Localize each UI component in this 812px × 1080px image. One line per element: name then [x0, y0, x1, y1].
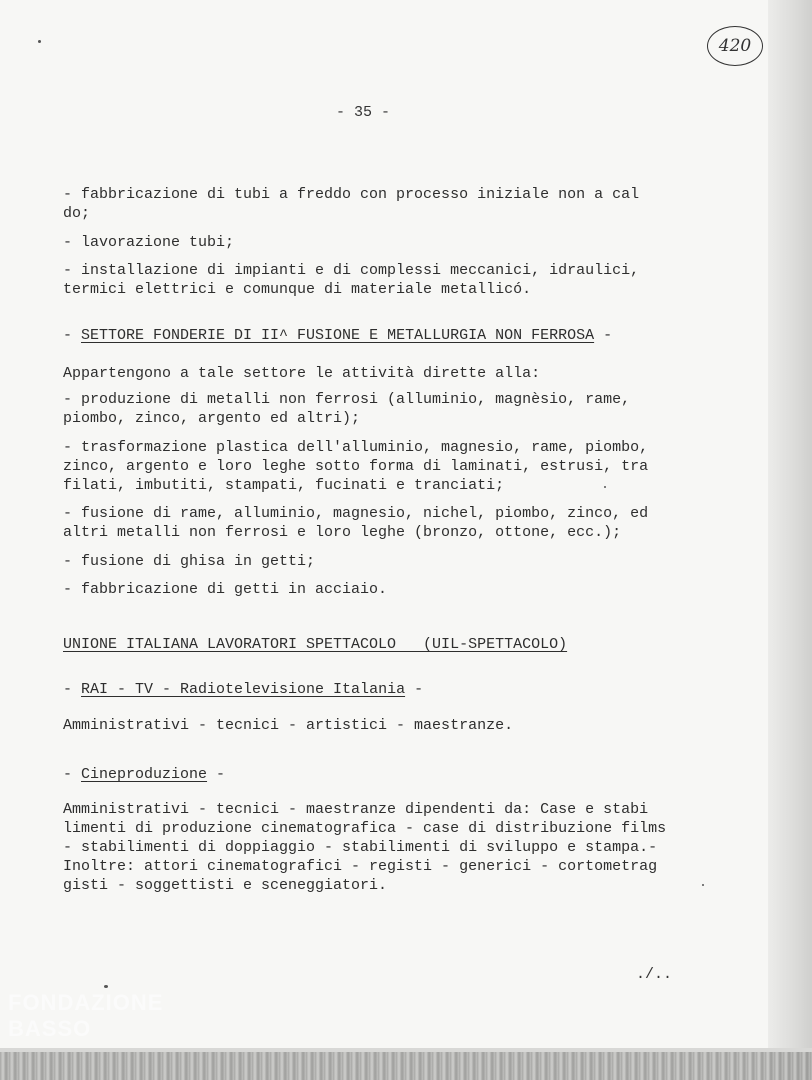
subsection-heading — [63, 680, 423, 699]
page-number: - 35 - — [336, 104, 391, 121]
scan-bottom-strip — [0, 1052, 812, 1080]
list-item: - fusione di ghisa in getti; — [63, 553, 316, 570]
heading-prefix: - — [63, 766, 82, 783]
list-item: - fabbricazione di tubi a freddo con processo iniziale non a cal do; — [63, 186, 640, 222]
section-heading — [63, 326, 612, 345]
subsection-heading — [63, 765, 225, 784]
list-item: - produzione di metalli non ferrosi (alluminio, magnèsio, rame, piombo, zinco, argento ed altri); — [63, 391, 631, 427]
union-section-title: UNIONE ITALIANA LAVORATORI SPETTACOLO (UIL-SPETTACOLO) — [63, 636, 568, 653]
scan-edge — [768, 0, 812, 1080]
cinema-subsection-title: Cineproduzione — [81, 766, 208, 783]
list-item: - fusione di rame, alluminio, magnesio, nichel, piombo, zinco, ed altri metalli non ferrosi e loro leghe (bronzo, ottone, ecc.); — [63, 505, 649, 541]
scan-speck — [104, 985, 108, 988]
heading-prefix: - — [63, 327, 82, 344]
list-item: - fabbricazione di getti in acciaio. — [63, 581, 388, 598]
list-item: - lavorazione tubi; — [63, 234, 235, 251]
rai-subsection-title: RAI - TV - Radiotelevisione Italania — [81, 681, 406, 698]
section-intro: Appartengono a tale settore le attività dirette alla: — [63, 365, 541, 382]
scan-speck — [38, 40, 41, 43]
list-item: - trasformazione plastica dell'alluminio, magnesio, rame, piombo, zinco, argento e loro leghe sotto forma di laminati, estrusi, tra filati, imbutiti, stampati, fucinati e tranciati; — [63, 439, 649, 494]
archive-watermark: FONDAZIONE BASSO — [8, 990, 164, 1041]
heading-suffix: - — [594, 327, 613, 344]
foundry-section-title: SETTORE FONDERIE DI II^ FUSIONE E METALLURGIA NON FERROSA — [81, 327, 595, 344]
continuation-mark: ./.. — [636, 966, 673, 983]
heading-prefix: - — [63, 681, 82, 698]
heading-suffix: - — [207, 766, 226, 783]
cinema-body: Amministrativi - tecnici - maestranze dipendenti da: Case e stabi limenti di produzione cinematografica - case di distribuzione films - stabilimenti di doppiaggio - stabilimenti di sviluppo e stampa.- Inoltre: attori cinematografici - registi - generici - cortometrag gisti - soggettisti e sceneggiatori. — [63, 801, 667, 894]
rai-body: Amministrativi - tecnici - artistici - maestranze. — [63, 717, 514, 734]
list-item: - installazione di impianti e di complessi meccanici, idraulici, termici elettrici e comunque di materiale metallicó. — [63, 262, 640, 298]
heading-suffix: - — [405, 681, 424, 698]
archive-number-stamp: 420 — [707, 26, 763, 66]
